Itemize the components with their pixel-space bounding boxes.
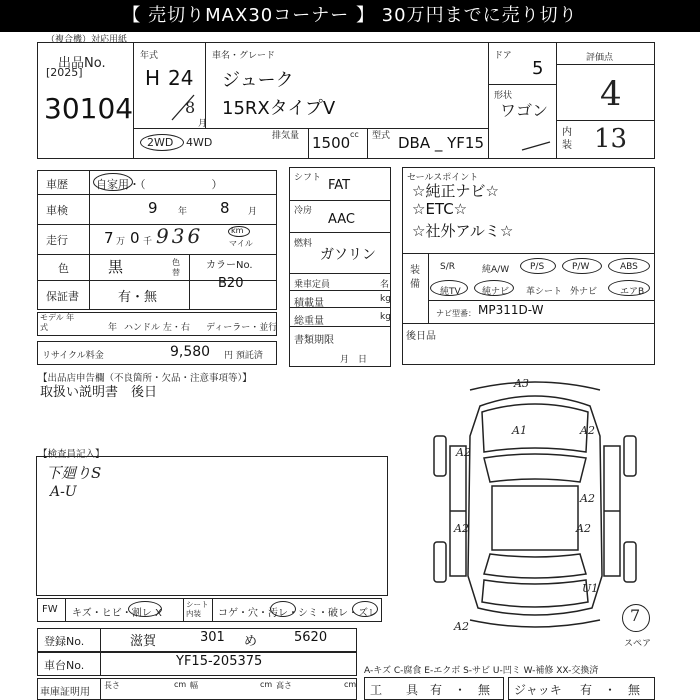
dealer-import: ディーラー・並行 <box>206 323 278 333</box>
registration-number: 5620 <box>294 630 328 645</box>
displacement-value: 1500 <box>312 134 351 152</box>
jack-value: 有 ・ 無 <box>580 683 641 697</box>
car-grade: 15RXタイプV <box>222 98 336 119</box>
cert-width-unit: cm <box>260 680 273 689</box>
warranty-label: 保証書 <box>46 290 79 303</box>
color-change-label: 色替 <box>172 258 180 277</box>
color-no-value: B20 <box>218 276 244 291</box>
recycle-unit: 円 預託済 <box>224 351 263 361</box>
damage-mark-rear-right: U1 <box>582 582 599 595</box>
sheet-text: コゲ・穴・汚レ・シミ・破レ・ズレ <box>218 608 378 619</box>
lot-year-tag: [2025] <box>46 66 83 79</box>
spare-tire-value: 7 <box>630 606 641 625</box>
inspection-year: 9 <box>148 199 158 217</box>
displacement-unit: cc <box>350 130 359 139</box>
cert-label: 車庫証明用 <box>40 687 90 698</box>
sheet-label: シート 内装 <box>186 600 209 618</box>
color-label: 色 <box>58 262 69 275</box>
damage-mark-hood: A1 <box>512 424 527 437</box>
registration-label: 登録No. <box>44 635 85 648</box>
seller-notes-label: 【出品店申告欄（不良箇所・欠品・注意事項等）】 <box>38 373 252 384</box>
damage-mark-right-door: A2 <box>580 492 595 505</box>
body-type-label: 形状 <box>494 91 513 101</box>
interior-value: 13 <box>594 124 628 154</box>
sales-points-label: セールスポイント <box>407 173 479 183</box>
sales-point-3: ☆社外アルミ☆ <box>412 222 514 240</box>
doors-value: 5 <box>532 58 544 79</box>
sales-point-1: ☆純正ナビ☆ <box>412 182 499 200</box>
cert-height-unit: cm <box>344 680 357 689</box>
tools-label: 工 具 <box>370 683 419 697</box>
cert-height: 高さ <box>276 681 292 690</box>
doors-label: ドア <box>494 51 512 61</box>
equip-pw: P/W <box>572 262 590 272</box>
year-month-unit: 月 <box>198 119 208 129</box>
registration-kana: め <box>244 634 258 649</box>
chassis-value: YF15-205375 <box>176 654 263 669</box>
cert-length: 長さ <box>104 681 120 690</box>
navi-model-label: ナビ型番： <box>436 309 476 318</box>
recycle-value: 9,580 <box>170 344 211 360</box>
chassis-label: 車台No. <box>44 659 85 672</box>
mileage-rest: 936 <box>156 224 204 248</box>
equip-abs: ABS <box>620 262 638 272</box>
load-label: 積載量 <box>294 298 324 309</box>
mileage-sen-unit: 千 <box>143 237 153 247</box>
registration-class: 301 <box>200 630 225 645</box>
equip-tv: 純TV <box>440 287 461 297</box>
capacity-label: 乗車定員 <box>294 280 331 290</box>
handle-side: ハンドル 左・右 <box>124 323 190 333</box>
displacement-label: 排気量 <box>272 131 300 141</box>
model-value: DBA _ YF15 <box>398 134 485 152</box>
interior-label: 内装 <box>562 127 572 151</box>
fuel-value: ガソリン <box>320 247 376 263</box>
color-value: 黒 <box>108 258 124 276</box>
car-label: 車名・グレード <box>212 51 276 61</box>
mileage-mile: マイル <box>229 239 253 248</box>
history-value: 自家用・（ ） <box>96 178 223 191</box>
equip-ps: P/S <box>530 262 545 272</box>
car-damage-diagram <box>410 376 660 634</box>
inspection-month: 8 <box>220 199 230 217</box>
aircon-label: 冷房 <box>294 206 313 216</box>
color-no-label: カラーNo. <box>206 260 253 271</box>
later-docs-label: 後日品 <box>406 331 436 342</box>
sheet-stain-circle <box>270 601 296 617</box>
inspection-year-unit: 年 <box>178 207 188 217</box>
cert-length-unit: cm <box>174 680 187 689</box>
model-label: 型式 <box>372 131 391 141</box>
damage-mark-a3: A3 <box>514 377 529 390</box>
mileage-km: km <box>231 226 244 235</box>
inspector-line-2: A-U <box>50 484 77 500</box>
seller-notes-text: 取扱い説明書 後日 <box>40 385 158 400</box>
inspection-month-unit: 月 <box>248 207 258 217</box>
drive-4wd: 4WD <box>186 136 213 149</box>
mileage-man-unit: 万 <box>116 237 126 247</box>
equip-alloy: 純A/W <box>482 265 510 275</box>
body-type-value: ワゴン <box>500 101 549 120</box>
equip-sr: S/R <box>440 262 455 272</box>
header-note: （複合機）対応用紙 <box>46 35 128 45</box>
fuel-label: 燃料 <box>294 239 313 249</box>
capacity-unit: 名 <box>380 280 390 290</box>
inspector-line-1: 下廻りS <box>46 464 102 482</box>
sales-point-2: ☆ETC☆ <box>412 200 468 218</box>
shift-label: シフト <box>294 173 322 183</box>
inspector-label: 【検査員記入】 <box>38 449 105 460</box>
score-value: 4 <box>600 74 622 114</box>
damage-mark-right-rear: A2 <box>576 522 591 535</box>
warranty-value: 有・無 <box>118 290 158 305</box>
glass-circle <box>128 601 162 617</box>
year-value: 24 <box>168 66 194 90</box>
year-label: 年式 <box>140 51 159 61</box>
inspection-label: 車検 <box>46 204 68 217</box>
equip-airbag: エアB <box>620 287 645 297</box>
equip-navi: 純ナビ <box>482 287 510 297</box>
registration-pref: 滋賀 <box>130 634 157 649</box>
jack-label: ジャッキ <box>514 683 562 697</box>
corner-banner: 【 売切りMAX30コーナー 】 30万円までに売り切り <box>0 0 700 32</box>
lot-label: 出品No. <box>58 56 106 71</box>
damage-mark-front-left: A2 <box>456 446 471 459</box>
mileage-sen: 0 <box>130 229 140 247</box>
equip-ext-navi: 外ナビ <box>570 287 598 297</box>
glass-text: キズ・ヒビ・割レ X <box>72 608 162 619</box>
sheet-shift-circle <box>352 601 378 617</box>
shift-value: FAT <box>328 178 351 193</box>
load-unit: kg <box>380 294 391 304</box>
aircon-value: AAC <box>328 212 355 227</box>
damage-mark-front-right: A2 <box>580 424 595 437</box>
weight-unit: kg <box>380 312 391 322</box>
glass-label: FW <box>42 604 58 615</box>
navi-model-value: MP311D-W <box>478 303 544 317</box>
docs-deadline-unit: 月 日 <box>340 355 368 365</box>
spare-tire-label: スペア <box>624 639 652 649</box>
year-era: H <box>145 66 161 90</box>
tools-value: 有 ・ 無 <box>430 683 491 697</box>
model-strike <box>520 134 556 154</box>
mileage-label: 走行 <box>46 234 68 247</box>
history-label: 車歴 <box>46 178 68 191</box>
cert-width: 幅 <box>190 681 198 690</box>
model-year-label: モデル 年式 <box>40 313 75 332</box>
drive-2wd: 2WD <box>147 136 174 149</box>
damage-mark-rear-bumper: A2 <box>454 620 469 633</box>
lot-number: 30104 <box>44 92 134 125</box>
recycle-label: リサイクル料金 <box>42 351 104 361</box>
mileage-man: 7 <box>104 229 114 247</box>
weight-label: 総重量 <box>294 316 324 327</box>
car-name: ジューク <box>222 70 294 91</box>
equip-leather: 革シート <box>526 287 563 297</box>
equipment-label: 装備 <box>410 265 420 290</box>
score-label: 評価点 <box>586 53 614 63</box>
year-month: 8 <box>185 98 196 117</box>
damage-mark-left-door: A2 <box>454 522 469 535</box>
model-year-unit: 年 <box>108 323 118 333</box>
docs-deadline-label: 書類期限 <box>294 335 334 346</box>
damage-legend: A-キズ C-腐食 E-エクボ S-サビ U-凹ミ W-補修 XX-交換済 <box>364 666 599 676</box>
